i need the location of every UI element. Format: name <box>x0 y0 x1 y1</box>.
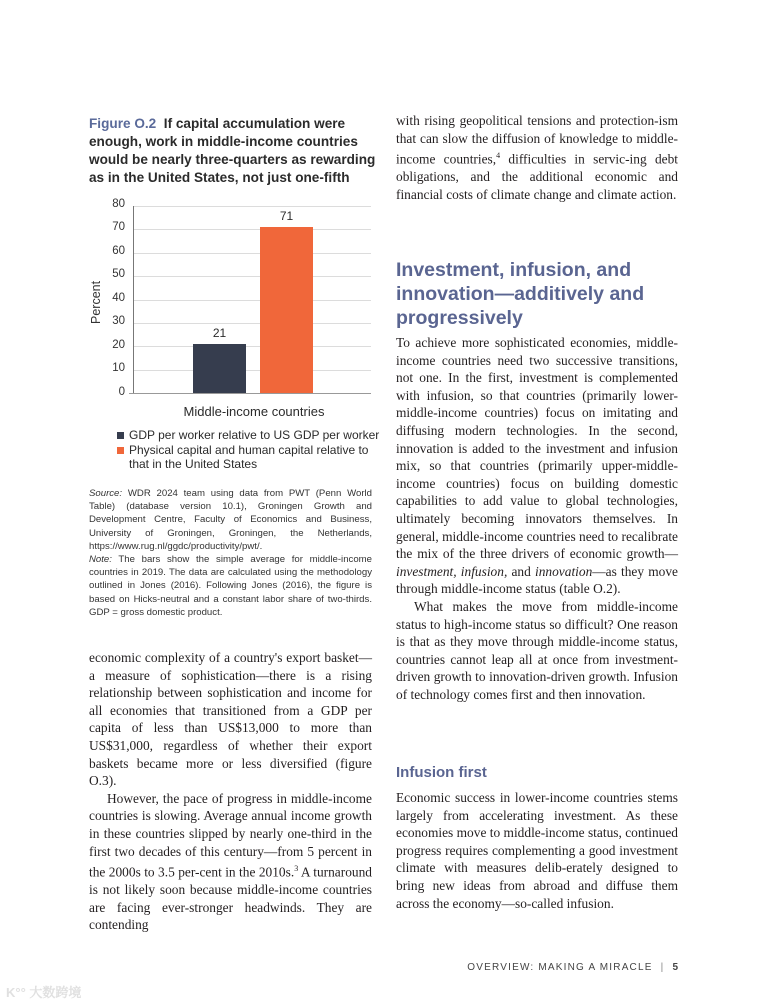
footnote-ref[interactable]: 4 <box>496 151 501 161</box>
bar-chart <box>89 0 379 440</box>
gridline <box>133 346 371 347</box>
watermark-logo: K°° 大数跨境 <box>6 985 82 1000</box>
gridline <box>133 323 371 324</box>
figure-note <box>89 553 372 619</box>
figure-title-text: If capital accumulation were enough, work in middle-income countries would be nearly three-quarters as rewarding as in the United States, not just one-fifth <box>89 116 376 185</box>
y-tick: 40 <box>112 292 125 304</box>
right-top-text <box>396 112 678 203</box>
gridline <box>133 276 371 277</box>
x-axis <box>129 393 371 394</box>
source-label: Source: <box>89 488 123 499</box>
legend-swatch-orange <box>117 447 124 454</box>
gridline <box>133 253 371 254</box>
paragraph: To achieve more sophisticated economies, middle-income countries need two successive transitions, not one. In the first, investment is complemented with infusion, so that countries (primarily lower-middle-income countries) focus on imitating and diffusing modern technologies. In the second, innovation is added to the investment and infusion mix, so that countries (primarily upper-middle-income countries) focus on building domestic capabilities to add value to global technologies, ultimately becoming innovators themselves. In general, middle-income countries need to recalibrate the mix of the three drivers of economic growth—investment, infusion, and innovation—as they move through middle-income status (table O.2). <box>396 335 678 597</box>
left-body-text <box>89 649 372 934</box>
page-footer <box>467 962 678 973</box>
paragraph: Economic success in lower-income countries stems largely from accelerating investment. As these economies move to middle-income status, continued progress requires complementing a good investment climate with measures delib-erately designed to bring new ideas from abroad and diffuse them across the economy—so-called infusion. <box>396 790 678 911</box>
y-tick: 80 <box>112 198 125 210</box>
figure-number: Figure O.2 <box>89 116 157 131</box>
section-body <box>396 334 678 703</box>
note-label: Note: <box>89 554 112 566</box>
legend-label: GDP per worker relative to US GDP per worker <box>129 428 380 442</box>
y-tick: 50 <box>112 268 125 280</box>
y-axis-label: Percent <box>89 280 103 324</box>
y-tick: 0 <box>118 386 125 398</box>
gridline <box>133 229 371 230</box>
legend-swatch-dark <box>117 432 124 439</box>
footnote-ref[interactable]: 3 <box>294 864 299 874</box>
running-head: OVERVIEW: MAKING A MIRACLE <box>467 962 653 973</box>
chart-legend <box>117 428 387 472</box>
legend-label: Physical capital and human capital relative to that in the United States <box>129 442 369 471</box>
bar-value-label: 71 <box>279 209 294 223</box>
bar-gdp-per-worker <box>193 344 246 393</box>
paragraph: economic complexity of a country's export basket—a measure of sophistication—there is a rising relationship between sophistication and income for all economies that transitioned from a GDP per capita of less than US$13,000 to more than US$31,000, regardless of whether their export baskets became more or less diversified (figure O.3). <box>89 650 372 789</box>
subsection-heading: Infusion first <box>396 764 487 781</box>
bar-physical-human-capital <box>260 227 313 393</box>
legend-item <box>117 443 387 472</box>
subsection-body <box>396 789 678 912</box>
gridline <box>133 300 371 301</box>
paragraph: However, the pace of progress in middle-income countries is slowing. Average annual income growth in these countries slipped by nearly one-third in the first two decades of this century—from 5 percent in the 2000s to 3.5 per-cent in the 2010s.$^3$ A turnaround is not likely soon because middle-income countries are facing ever-stronger headwinds. They are contending <box>89 790 372 933</box>
source-text: WDR 2024 team using data from PWT (Penn World Table) (database version 10.1), Groningen Growth and Development Centre, Faculty of Economics and Business, University of Groningen, Groningen, the Netherlands, https://www.rug.nl/ggdc/productivity/pwt/. <box>89 488 372 552</box>
x-category-label: Middle-income countries <box>183 404 325 419</box>
page-number: 5 <box>672 962 678 973</box>
paragraph: with rising geopolitical tensions and protection-ism that can slow the diffusion of knowledge to middle-income countries,$^4$ difficulties in servic-ing debt obligations, and the additional economic and financial costs of climate change and climate action. <box>396 113 678 202</box>
y-axis <box>133 206 134 394</box>
y-tick: 30 <box>112 315 125 327</box>
figure-notes <box>89 487 372 619</box>
note-text: The bars show the simple average for middle-income countries in 2019. The data are calculated using the methodology outlined in Jones (2016). Following Jones (2016), the figure is based on Hicks-neutral and a constant labor share of two-thirds. GDP = gross domestic product. <box>89 554 372 618</box>
bar-value-label: 21 <box>212 326 227 340</box>
y-tick: 70 <box>112 221 125 233</box>
paragraph: What makes the move from middle-income status to high-income status so difficult? One reason is that as they move through middle-income status, countries cannot leap all at once from investment-driven growth to innovation-driven growth. Infusion of technology comes first and then innovation. <box>396 598 678 702</box>
figure-source <box>89 487 372 553</box>
y-tick: 10 <box>112 362 125 374</box>
section-heading: Investment, infusion, and innovation—additively and progressively <box>396 259 645 329</box>
gridline <box>133 206 371 207</box>
footer-separator: | <box>660 962 665 973</box>
y-tick: 20 <box>112 339 125 351</box>
gridline <box>133 370 371 371</box>
legend-item <box>117 428 387 443</box>
y-tick: 60 <box>112 245 125 257</box>
